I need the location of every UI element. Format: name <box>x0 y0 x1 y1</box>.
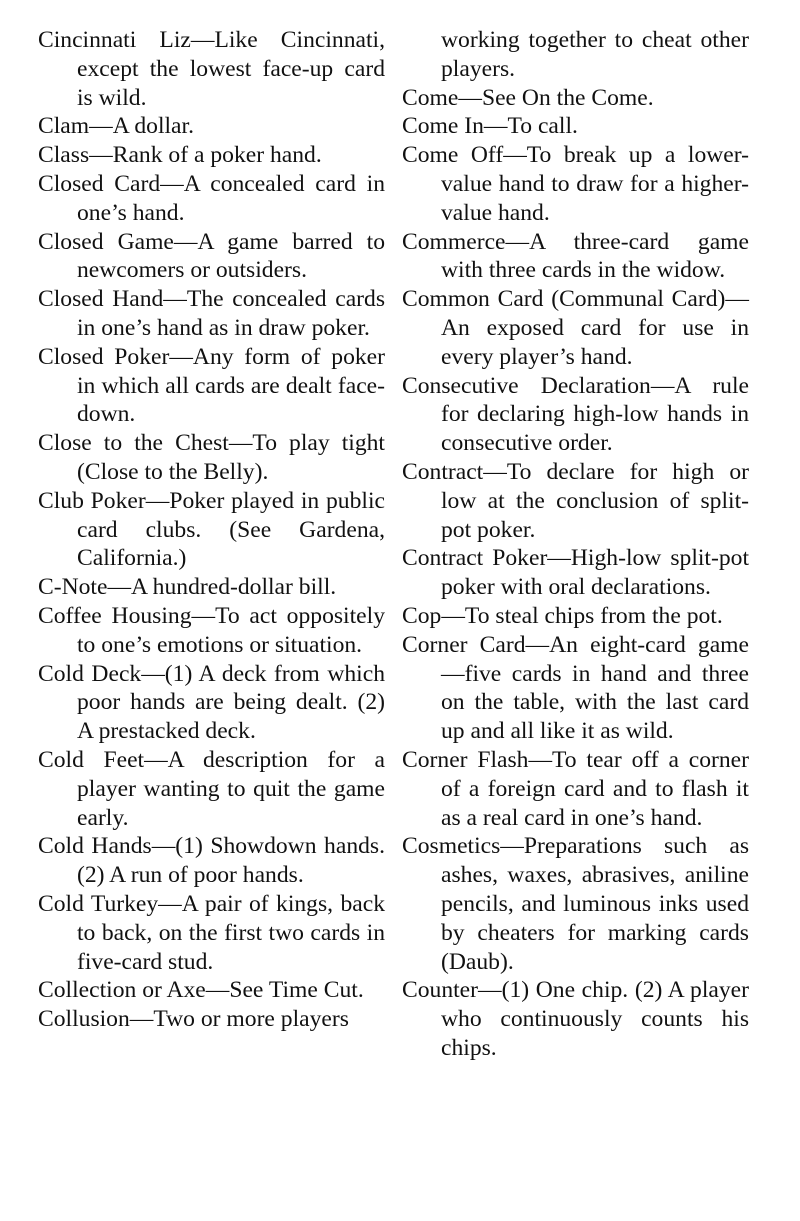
glossary-entry: Closed Poker—Any form of poker in which all cards are dealt face-down. <box>38 343 385 428</box>
glossary-entry: Come—See On the Come. <box>402 84 654 111</box>
glossary-entry: Consecutive Declaration—A rule for declaring high-low hands in consecutive order. <box>402 372 749 457</box>
glossary-entry: Closed Card—A concealed card in one’s hand. <box>38 170 385 226</box>
glossary-entry: Class—Rank of a poker hand. <box>38 142 322 169</box>
glossary-entry: Coffee Housing—To act oppositely to one’s emotions or situation. <box>38 602 385 658</box>
glossary-entry: Corner Flash—To tear off a corner of a foreign card and to flash it as a real card in one’s hand. <box>402 746 749 831</box>
glossary-entry-continuation: working together to cheat other players. <box>441 27 749 82</box>
glossary-entry: Close to the Chest—To play tight (Close to the Belly). <box>38 430 385 485</box>
glossary-entry: Counter—(1) One chip. (2) A player who continuously counts his chips. <box>402 977 749 1061</box>
glossary-column-left <box>38 26 385 1034</box>
glossary-entry: Collection or Axe—See Time Cut. <box>38 977 364 1004</box>
glossary-entry: Closed Hand—The concealed cards in one’s hand as in draw poker. <box>38 286 385 341</box>
glossary-entry: Collusion—Two or more players <box>38 1006 349 1033</box>
glossary-entry: Cop—To steal chips from the pot. <box>402 602 723 629</box>
glossary-entry: Clam—A dollar. <box>38 113 194 140</box>
glossary-entry: Common Card (Communal Card)—An exposed card for use in every player’s hand. <box>402 286 749 370</box>
glossary-entry: Cold Turkey—A pair of kings, back to back, on the first two cards in five-card stud. <box>38 890 385 975</box>
glossary-entry: Club Poker—Poker played in public card clubs. (See Gardena, California.) <box>38 487 385 572</box>
glossary-entry: Come In—To call. <box>402 113 578 140</box>
glossary-page <box>38 26 750 1206</box>
glossary-entry: Commerce—A three-card game with three cards in the widow. <box>402 228 749 284</box>
glossary-entry: Cosmetics—Preparations such as ashes, waxes, abrasives, aniline pencils, and luminous inks used by cheaters for marking cards (Daub). <box>402 833 749 975</box>
glossary-entry: Cold Hands—(1) Showdown hands. (2) A run of poor hands. <box>38 833 385 889</box>
glossary-entry: C-Note—A hundred-dollar bill. <box>38 574 337 601</box>
glossary-entry: Contract Poker—High-low split-pot poker with oral declarations. <box>402 545 749 601</box>
glossary-entry: Come Off—To break up a lower-value hand to draw for a higher-value hand. <box>402 142 749 226</box>
glossary-entry: Cold Deck—(1) A deck from which poor hands are being dealt. (2) A prestacked deck. <box>38 660 385 745</box>
glossary-entry: Contract—To declare for high or low at the conclusion of split-pot poker. <box>402 458 749 543</box>
glossary-column-right <box>402 26 749 1063</box>
glossary-entry: Closed Game—A game barred to newcomers or outsiders. <box>38 228 385 284</box>
glossary-entry: Corner Card—An eight-card game—five cards in hand and three on the table, with the last card up and all like it as wild. <box>402 631 749 745</box>
glossary-entry: Cincinnati Liz—Like Cincinnati, except the lowest face-up card is wild. <box>38 27 385 111</box>
glossary-entry: Cold Feet—A description for a player wanting to quit the game early. <box>38 746 385 831</box>
